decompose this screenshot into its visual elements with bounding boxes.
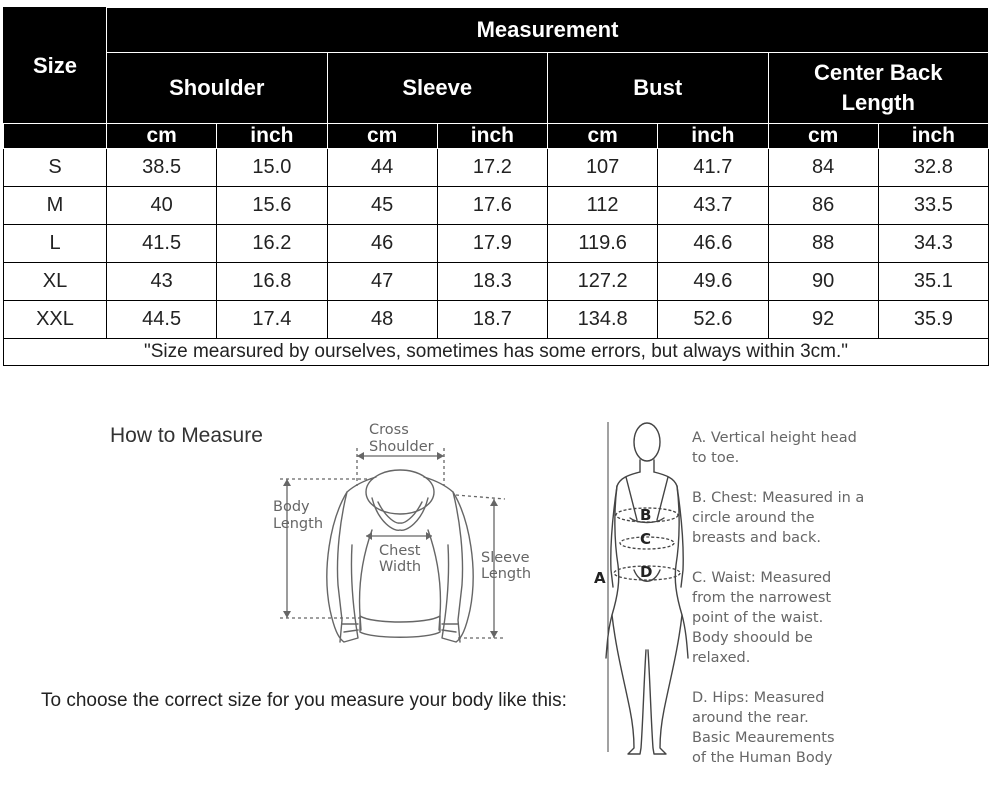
value-cell: 112 [548,187,658,225]
unit-header: inch [437,124,547,149]
value-cell: 43 [107,263,217,301]
value-cell: 17.4 [217,301,327,339]
value-cell: 134.8 [548,301,658,339]
value-cell: 38.5 [107,149,217,187]
chest-width-label-1: Chest [379,543,421,559]
size-header: Size [4,8,107,124]
unit-spacer [4,124,107,149]
value-cell: 45 [327,187,437,225]
value-cell: 43.7 [658,187,768,225]
value-cell: 44.5 [107,301,217,339]
table-row [4,225,989,263]
sleeve-length-label-1: Sleeve [481,550,530,566]
value-cell: 48 [327,301,437,339]
value-cell: 34.3 [878,225,988,263]
value-cell: 41.7 [658,149,768,187]
value-cell: 46.6 [658,225,768,263]
value-cell: 17.6 [437,187,547,225]
value-cell: 47 [327,263,437,301]
value-cell: 46 [327,225,437,263]
value-cell: 35.9 [878,301,988,339]
table-row [4,301,989,339]
unit-header: cm [107,124,217,149]
choose-size-text: To choose the correct size for you measure your body like this: [41,690,567,711]
value-cell: 92 [768,301,878,339]
value-cell: 107 [548,149,658,187]
group-header: Center Back Length [768,53,989,124]
value-cell: 127.2 [548,263,658,301]
value-cell: 17.9 [437,225,547,263]
body-length-label-2: Length [273,516,324,532]
value-cell: 40 [107,187,217,225]
unit-header: inch [658,124,768,149]
measurement-header: Measurement [107,8,989,53]
value-cell: 35.1 [878,263,988,301]
sleeve-length-label-2: Length [481,566,532,582]
cross-shoulder-label-2: Shoulder [369,439,434,455]
unit-header: cm [768,124,878,149]
value-cell: 119.6 [548,225,658,263]
value-cell: 44 [327,149,437,187]
letter-a: A [594,569,606,587]
value-cell: 16.8 [217,263,327,301]
unit-header: cm [327,124,437,149]
value-cell: 15.0 [217,149,327,187]
size-cell: S [4,149,107,187]
size-note: "Size mearsured by ourselves, sometimes has some errors, but always within 3cm." [4,339,989,366]
group-header: Shoulder [107,53,328,124]
cross-shoulder-label-1: Cross [369,422,409,438]
legend-item: D. Hips: Measured around the rear. Basic Meaurements of the Human Body [692,690,835,766]
size-chart-table [3,7,989,366]
legend-item: A. Vertical height head to toe. [692,430,857,466]
legend-item: B. Chest: Measured in a circle around the breasts and back. [692,490,865,546]
legend-item: C. Waist: Measured from the narrowest point of the waist. Body shoould be relaxed. [692,570,832,666]
value-cell: 18.7 [437,301,547,339]
how-to-measure-title: How to Measure [110,424,263,447]
value-cell: 90 [768,263,878,301]
value-cell: 18.3 [437,263,547,301]
table-row [4,187,989,225]
size-cell: XL [4,263,107,301]
value-cell: 49.6 [658,263,768,301]
value-cell: 41.5 [107,225,217,263]
size-cell: M [4,187,107,225]
letter-b: B [640,506,652,524]
body-length-label-1: Body [273,499,310,515]
value-cell: 17.2 [437,149,547,187]
measurement-legend [692,428,892,788]
unit-header: inch [878,124,988,149]
size-cell: L [4,225,107,263]
chest-width-label-2: Width [379,559,422,575]
unit-header: cm [548,124,658,149]
letter-c: C [640,530,652,548]
value-cell: 88 [768,225,878,263]
value-cell: 84 [768,149,878,187]
value-cell: 16.2 [217,225,327,263]
size-cell: XXL [4,301,107,339]
group-header: Sleeve [327,53,548,124]
value-cell: 52.6 [658,301,768,339]
letter-d: D [640,563,653,581]
unit-header: inch [217,124,327,149]
value-cell: 86 [768,187,878,225]
value-cell: 33.5 [878,187,988,225]
table-row [4,149,989,187]
value-cell: 15.6 [217,187,327,225]
table-row [4,263,989,301]
group-header: Bust [548,53,769,124]
body-figure-illustration [606,423,688,754]
value-cell: 32.8 [878,149,988,187]
